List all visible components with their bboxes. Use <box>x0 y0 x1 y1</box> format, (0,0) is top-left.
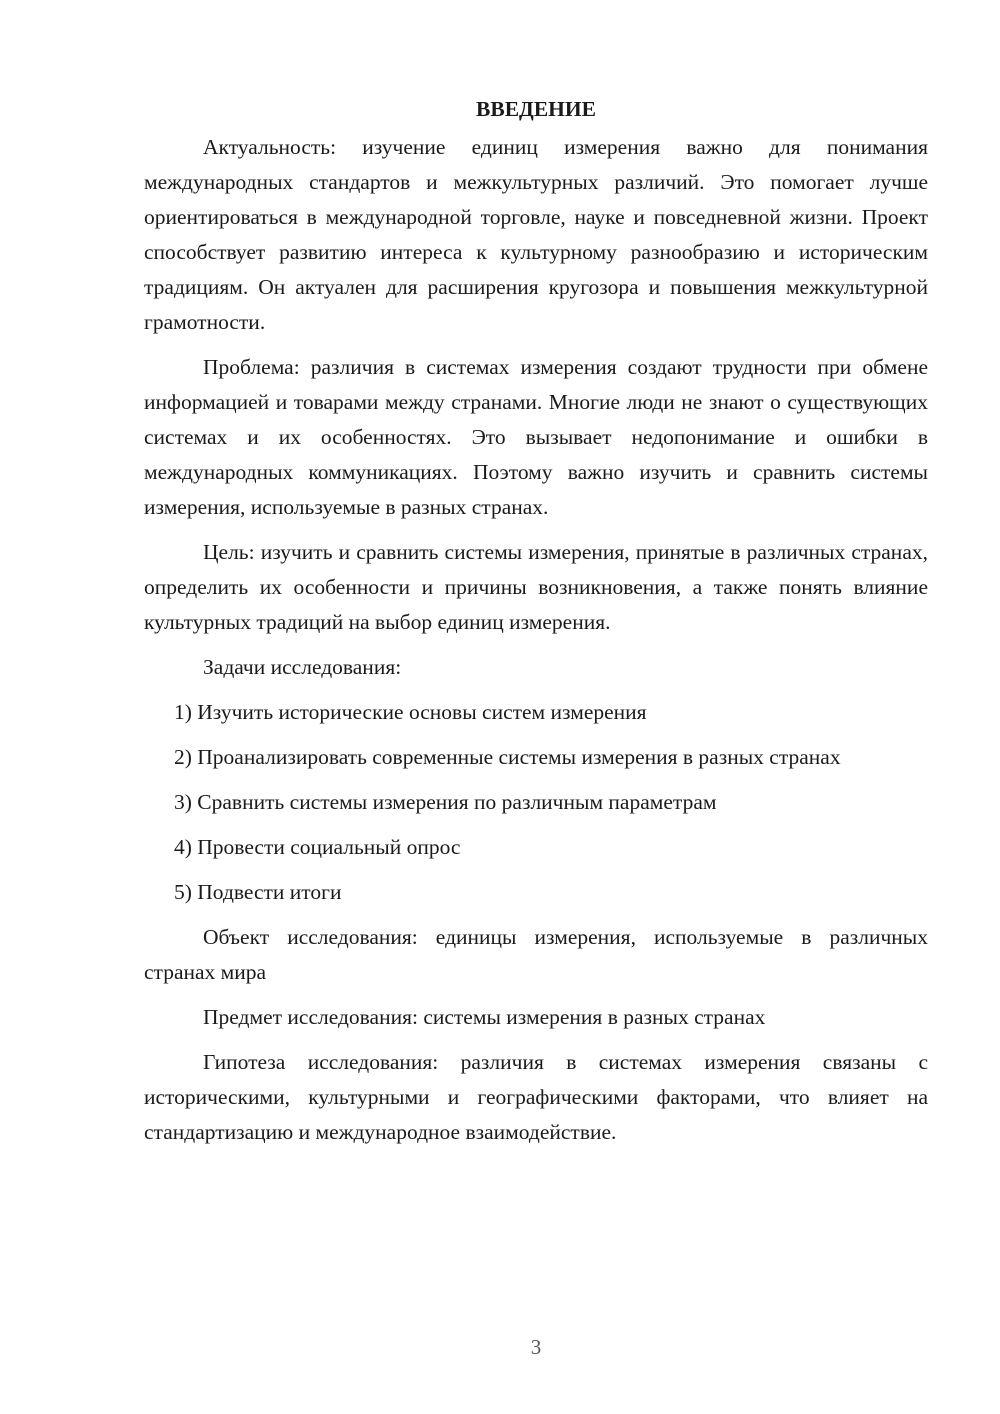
problem-paragraph: Проблема: различия в системах измерения создают трудности при обмене информацией и товарами между странами. Многие люди не знают о существующих системах и их особенностях. Это вызывает недопонимание и ошибки в международных коммуникациях. Поэтому важно изучить и сравнить системы измерения, используемые в разных странах. <box>144 355 928 519</box>
task-item-5: 5) Подвести итоги <box>174 880 342 904</box>
section-title: ВВЕДЕНИЕ <box>476 97 596 121</box>
task-item-3: 3) Сравнить системы измерения по различным параметрам <box>174 790 717 814</box>
subject-paragraph: Предмет исследования: системы измерения в разных странах <box>203 1005 766 1029</box>
relevance-paragraph: Актуальность: изучение единиц измерения важно для понимания международных стандартов и межкультурных различий. Это помогает лучше ориентироваться в международной торговле, науке и повседневной жизни. Проект способствует развитию интереса к культурному разнообразию и историческим традициям. Он актуален для расширения кругозора и повышения межкультурной грамотности. <box>144 135 928 334</box>
task-item-2: 2) Проанализировать современные системы измерения в разных странах <box>174 745 841 769</box>
object-paragraph: Объект исследования: единицы измерения, используемые в различных странах мира <box>144 925 928 984</box>
goal-paragraph: Цель: изучить и сравнить системы измерения, принятые в различных странах, определить их особенности и причины возникновения, а также понять влияние культурных традиций на выбор единиц измерения. <box>144 540 928 634</box>
task-item-1: 1) Изучить исторические основы систем измерения <box>174 700 647 724</box>
task-item-4: 4) Провести социальный опрос <box>174 835 461 859</box>
hypothesis-paragraph: Гипотеза исследования: различия в системах измерения связаны с историческими, культурными и географическими факторами, что влияет на стандартизацию и международное взаимодействие. <box>144 1050 928 1144</box>
tasks-heading: Задачи исследования: <box>203 655 402 679</box>
page-number: 3 <box>530 1335 542 1359</box>
page-content <box>144 92 928 1160</box>
